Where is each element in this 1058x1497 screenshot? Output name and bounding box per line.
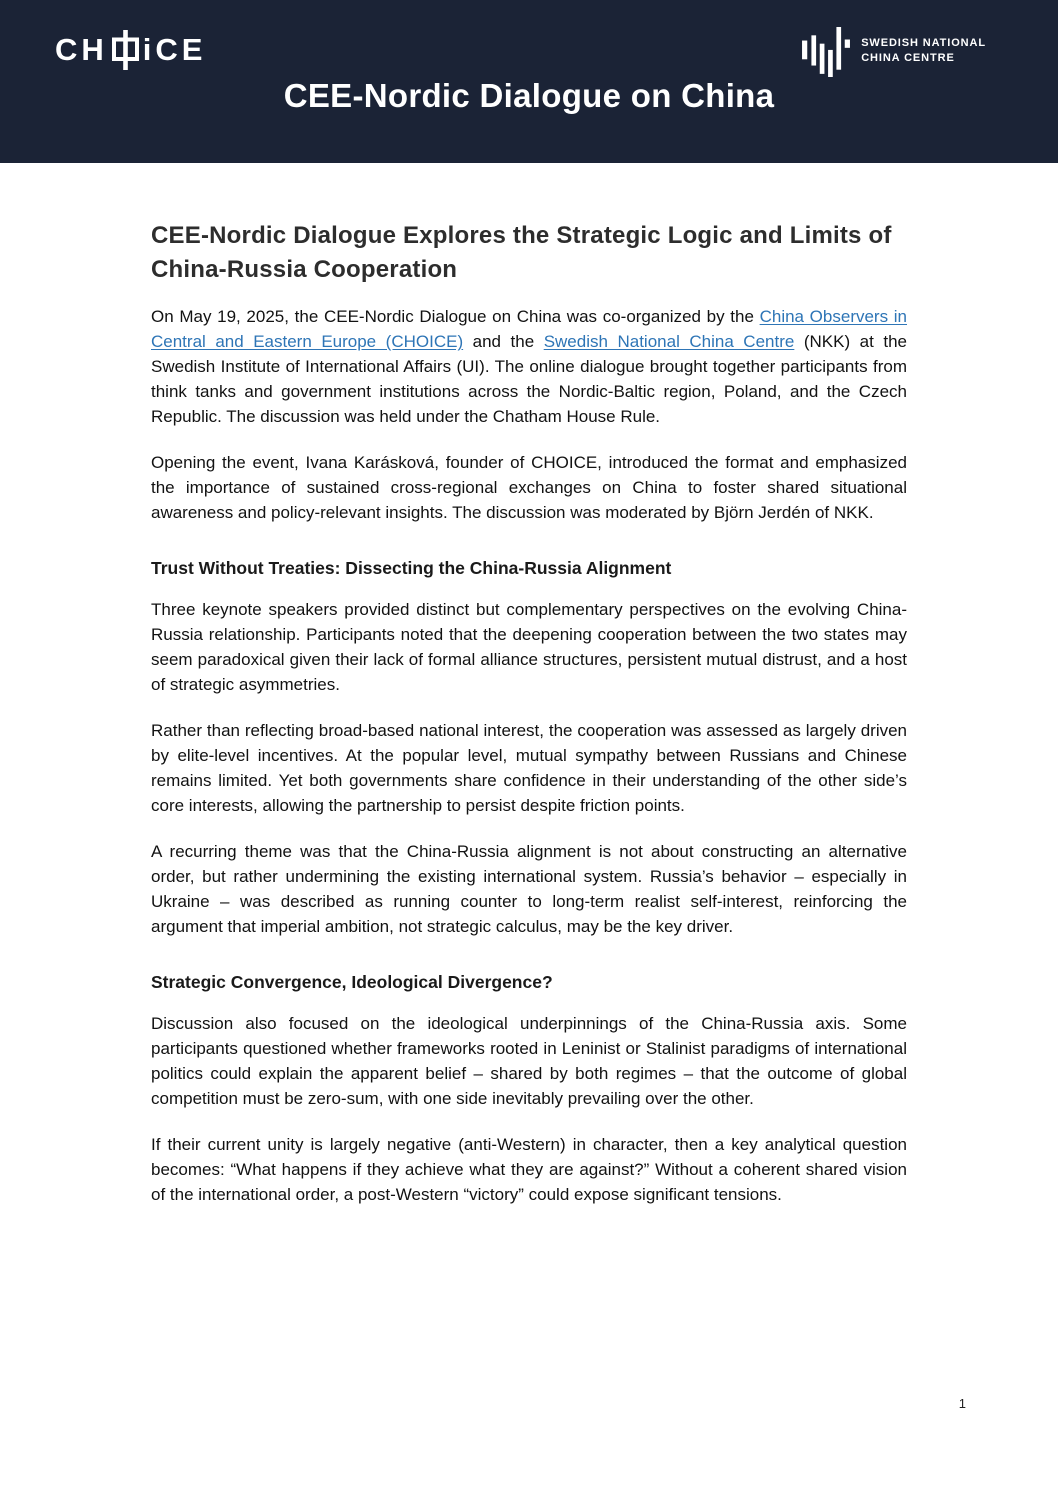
section-heading-trust-without-treaties: Trust Without Treaties: Dissecting the China-Russia Alignment: [151, 558, 672, 578]
zhong-character-icon: [112, 30, 139, 70]
choice-logo: [55, 30, 206, 70]
sncc-logo-line2: CHINA CENTRE: [861, 52, 955, 64]
sncc-logo-text: [861, 27, 986, 66]
paragraph-keynotes: Three keynote speakers provided distinct but complementary perspectives on the evolving China-Russia relationship. Participants noted that the deepening cooperation between the two states may seem paradoxical given their lack of formal alliance structures, persistent mutual distrust, and a host of strategic asymmetries.: [151, 600, 907, 694]
sncc-logo-line1: SWEDISH NATIONAL: [861, 37, 986, 49]
inline-link[interactable]: Swedish National China Centre: [543, 332, 795, 351]
document-title: CEE-Nordic Dialogue Explores the Strategic Logic and Limits of China-Russia Cooperation: [151, 222, 892, 283]
page-number: 1: [958, 1396, 966, 1411]
paragraph-ideological: Discussion also focused on the ideological underpinnings of the China-Russia axis. Some participants questioned whether frameworks rooted in Leninist or Stalinist paradigms of international politics could explain the apparent belief – shared by both regimes – that the outcome of global competition must be zero-sum, with one side inevitably prevailing over the other.: [151, 1014, 907, 1108]
section-heading-strategic-convergence: Strategic Convergence, Ideological Divergence?: [151, 972, 553, 992]
bar-waveform-icon: [802, 27, 850, 77]
choice-logo-text-before: CH: [55, 32, 108, 67]
paragraph-negative-unity: If their current unity is largely negative (anti-Western) in character, then a key analytical question becomes: “What happens if they achieve what they are against?” Without a coherent shared vision of the international order, a post-Western “victory” could expose significant tensions.: [151, 1135, 907, 1204]
document-body: [151, 163, 907, 1228]
choice-logo-text-after: iCE: [142, 32, 207, 67]
sncc-logo: [802, 27, 986, 77]
page-header: [0, 0, 1058, 163]
paragraph-intro: On May 19, 2025, the CEE-Nordic Dialogue on China was co-organized by the China Observers in Central and Eastern Europe (CHOICE) and the Swedish National China Centre (NKK) at the Swedish Institute of International Affairs (UI). The online dialogue brought together participants from think tanks and government institutions across the Nordic-Baltic region, Poland, and the Czech Republic. The discussion was held under the Chatham House Rule.: [151, 307, 908, 426]
paragraph-opening: Opening the event, Ivana Karásková, founder of CHOICE, introduced the format and emphasized the importance of sustained cross-regional exchanges on China to foster shared situational awareness and policy-relevant insights. The discussion was moderated by Björn Jerdén of NKK.: [151, 453, 907, 522]
inline-link[interactable]: China Observers in Central and Eastern Europe (CHOICE): [151, 307, 907, 351]
header-title: CEE-Nordic Dialogue on China: [283, 77, 775, 114]
paragraph-elite-incentives: Rather than reflecting broad-based national interest, the cooperation was assessed as largely driven by elite-level incentives. At the popular level, mutual sympathy between Russians and Chinese remains limited. Yet both governments share confidence in their understanding of the other side’s core interests, allowing the partnership to persist despite friction points.: [151, 721, 907, 815]
paragraph-recurring-theme: A recurring theme was that the China-Russia alignment is not about constructing an alternative order, but rather undermining the existing international system. Russia’s behavior – especially in Ukraine – was described as running counter to long-term realist self-interest, reinforcing the argument that imperial ambition, not strategic calculus, may be the key driver.: [151, 842, 907, 936]
